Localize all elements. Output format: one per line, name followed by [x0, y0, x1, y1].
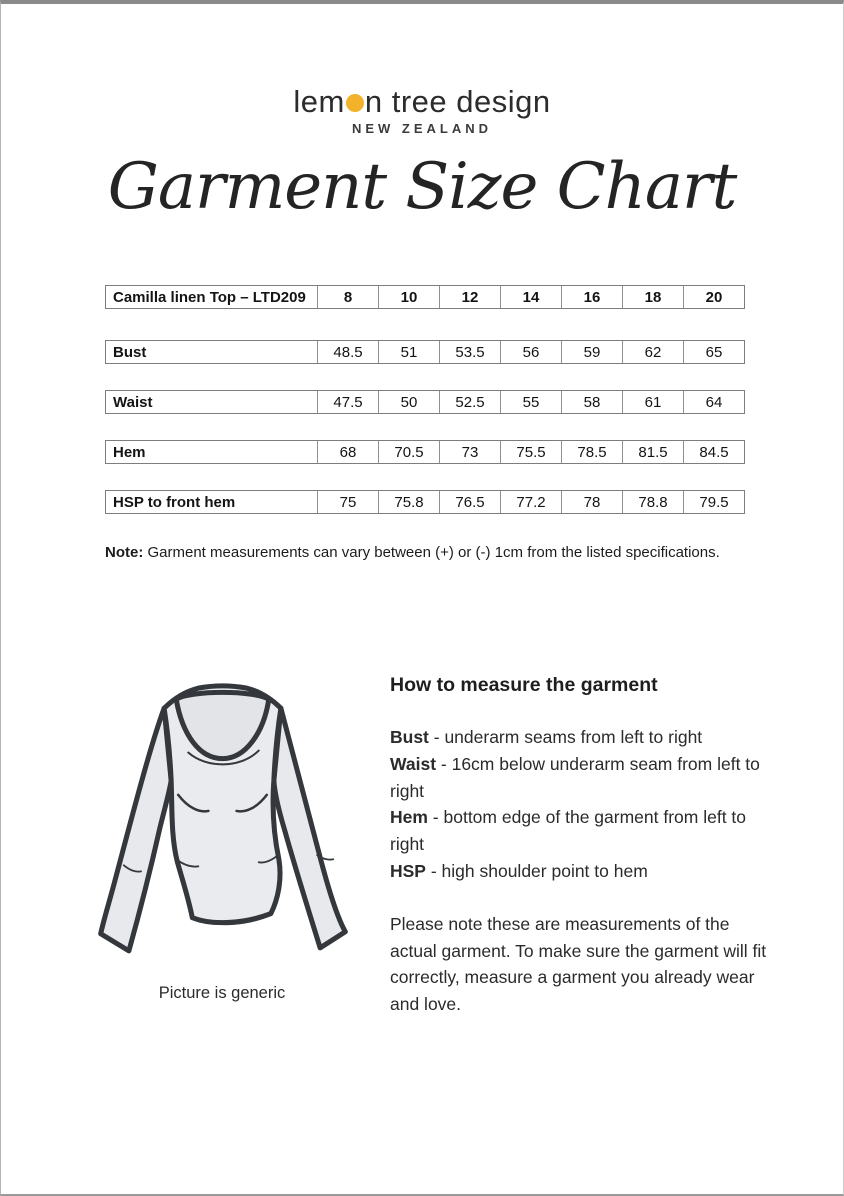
table-cell: 61 — [622, 391, 683, 413]
size-col: 12 — [439, 286, 500, 308]
table-cell: 50 — [378, 391, 439, 413]
table-cell: 84.5 — [683, 441, 744, 463]
size-col: 16 — [561, 286, 622, 308]
brand-logo — [1, 84, 843, 120]
measure-desc: - underarm seams from left to right — [428, 727, 703, 747]
measure-item-hsp — [390, 858, 772, 885]
table-cell: 77.2 — [500, 491, 561, 513]
lemon-dot-icon — [346, 94, 364, 112]
size-table-header-row — [105, 285, 745, 309]
brand-text-post: n tree design — [364, 84, 551, 119]
measure-section — [390, 674, 772, 1018]
measure-desc: - 16cm below underarm seam from left to right — [390, 753, 760, 801]
row-label: Waist — [113, 393, 153, 411]
table-cell: 81.5 — [622, 441, 683, 463]
table-cell: 51 — [378, 341, 439, 363]
table-row-hem — [105, 440, 745, 464]
size-col: 18 — [622, 286, 683, 308]
size-col: 14 — [500, 286, 561, 308]
table-cell: 56 — [500, 341, 561, 363]
measure-item-hem — [390, 804, 772, 858]
table-cell: 47.5 — [317, 391, 378, 413]
table-cell: 78 — [561, 491, 622, 513]
table-row-waist — [105, 390, 745, 414]
size-col: 20 — [683, 286, 744, 308]
note-label: Note: — [105, 544, 144, 561]
table-cell: 78.5 — [561, 441, 622, 463]
measure-desc: - high shoulder point to hem — [425, 860, 648, 881]
note-body: Garment measurements can vary between (+) or (-) 1cm from the listed specifications. — [143, 544, 720, 561]
table-cell: 73 — [439, 441, 500, 463]
page-title: Garment Size Chart — [107, 150, 737, 224]
table-cell: 64 — [683, 391, 744, 413]
table-cell: 55 — [500, 391, 561, 413]
table-cell: 53.5 — [439, 341, 500, 363]
table-cell: 75.8 — [378, 491, 439, 513]
table-cell: 48.5 — [317, 341, 378, 363]
brand-country: NEW ZEALAND — [351, 121, 493, 136]
size-col: 10 — [378, 286, 439, 308]
measure-desc: - bottom edge of the garment from left to right — [390, 807, 747, 855]
measure-heading: How to measure the garment — [390, 674, 658, 696]
size-col: 8 — [317, 286, 378, 308]
note-text — [105, 544, 765, 561]
measure-note-paragraph: Please note these are measurements of the actual garment. To make sure the garment will fit correctly, measure a garment you already wear and love. — [390, 913, 767, 1015]
table-cell: 68 — [317, 441, 378, 463]
table-cell: 58 — [561, 391, 622, 413]
figure-caption: Picture is generic — [158, 984, 286, 1002]
table-cell: 75 — [317, 491, 378, 513]
garment-figure — [67, 668, 377, 1003]
brand-text-pre: lem — [293, 84, 345, 119]
table-cell: 76.5 — [439, 491, 500, 513]
measure-term: Bust — [390, 727, 429, 747]
measure-term: HSP — [390, 860, 426, 881]
garment-illustration — [70, 668, 375, 970]
table-cell: 70.5 — [378, 441, 439, 463]
table-row-bust — [105, 340, 745, 364]
product-name: Camilla linen Top – LTD209 — [113, 288, 306, 306]
row-label: Bust — [113, 343, 147, 361]
table-cell: 65 — [683, 341, 744, 363]
table-cell: 78.8 — [622, 491, 683, 513]
measure-term: Hem — [390, 807, 428, 828]
table-row-hsp — [105, 490, 745, 514]
measure-item-waist — [390, 751, 772, 805]
measure-term: Waist — [390, 753, 437, 774]
table-cell: 79.5 — [683, 491, 744, 513]
row-label: HSP to front hem — [113, 493, 236, 511]
table-cell: 52.5 — [439, 391, 500, 413]
row-label: Hem — [113, 443, 146, 461]
table-cell: 75.5 — [500, 441, 561, 463]
table-cell: 62 — [622, 341, 683, 363]
measure-item-bust — [390, 724, 772, 751]
table-cell: 59 — [561, 341, 622, 363]
